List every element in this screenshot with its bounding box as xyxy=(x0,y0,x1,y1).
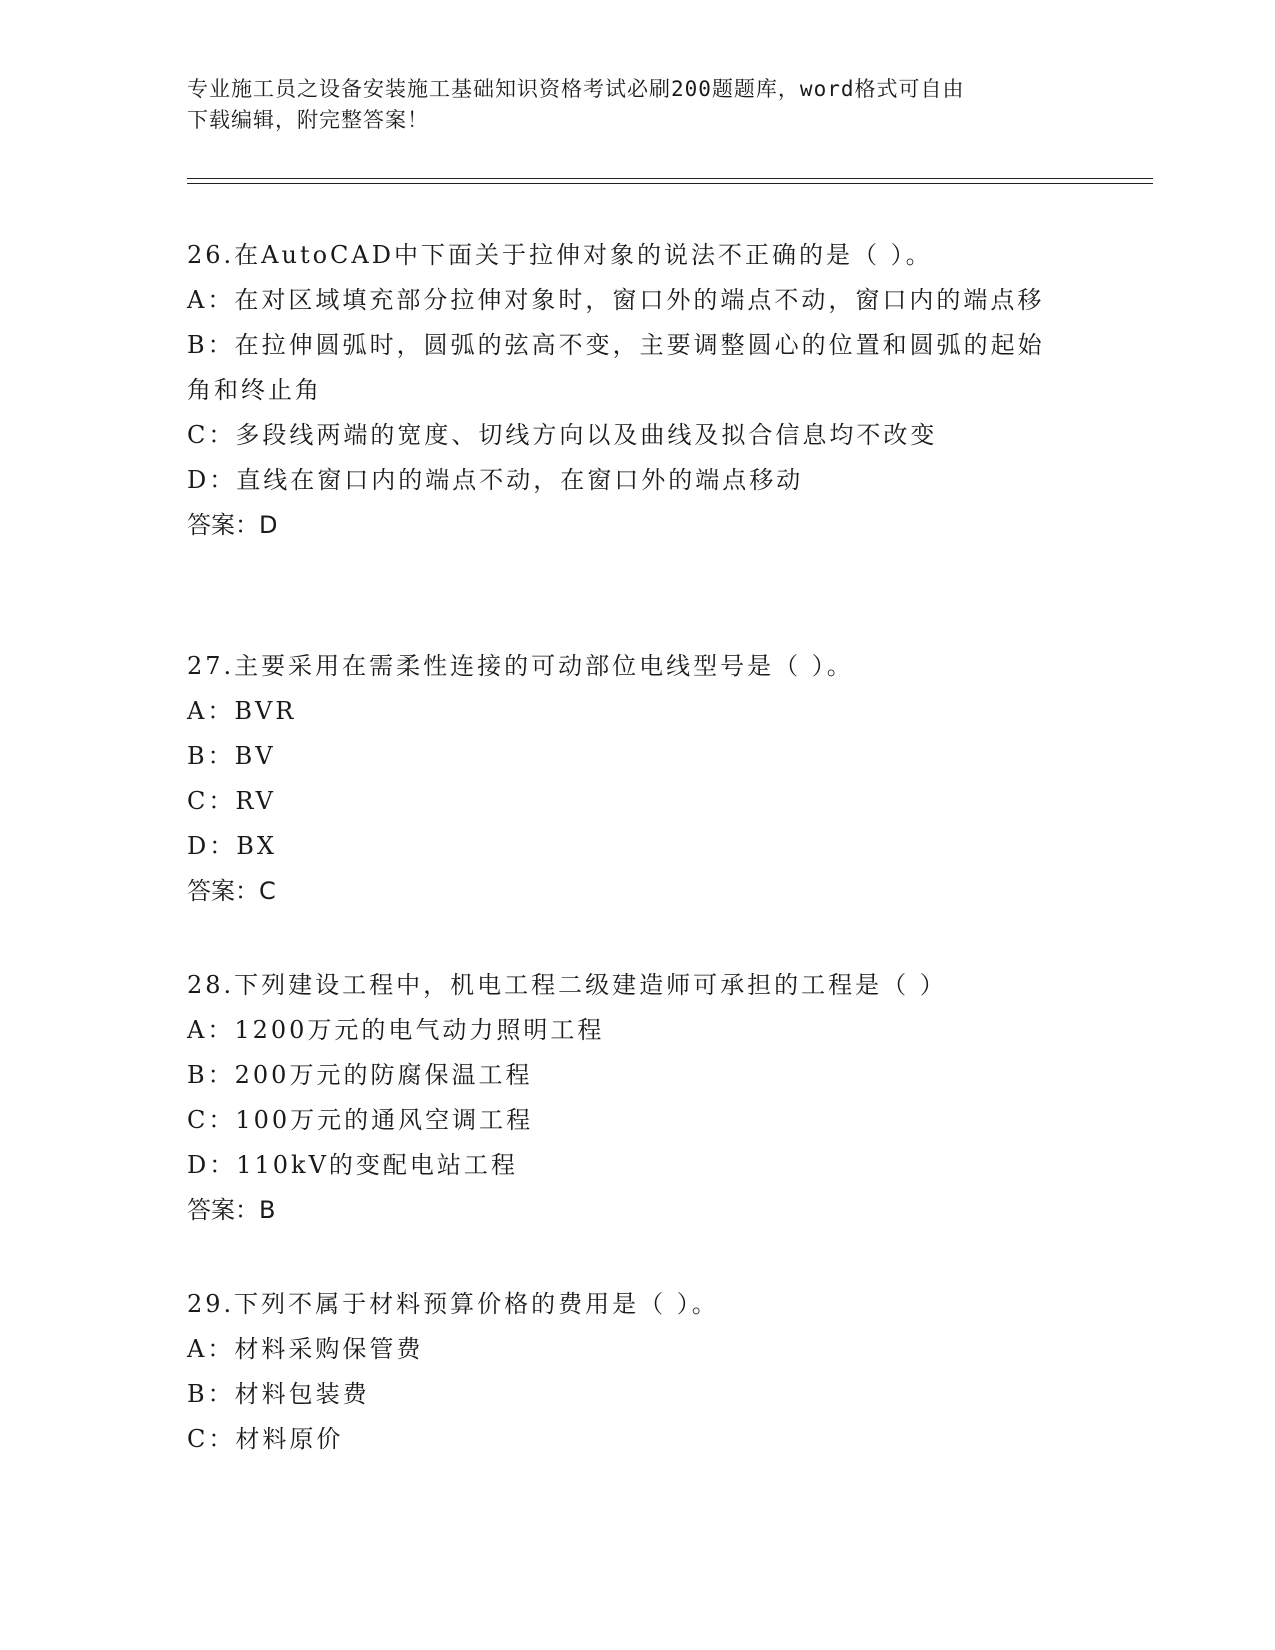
option-d: D：110kV的变配电站工程 xyxy=(187,1151,518,1179)
option-d: D：BX xyxy=(187,832,277,860)
answer: 答案：C xyxy=(187,877,276,905)
document-header xyxy=(187,74,1087,136)
option-a: A：材料采购保管费 xyxy=(187,1335,424,1363)
header-line-2: 下载编辑，附完整答案！ xyxy=(187,108,429,132)
option-b: B：200万元的防腐保温工程 xyxy=(187,1061,533,1089)
option-b: B：BV xyxy=(187,742,276,770)
option-b: B：材料包装费 xyxy=(187,1380,370,1408)
option-b: B：在拉伸圆弧时，圆弧的弦高不变，主要调整圆心的位置和圆弧的起始角和终止角 xyxy=(187,331,1045,404)
answer: 答案：D xyxy=(187,511,278,539)
question-stem: 26.在AutoCAD中下面关于拉伸对象的说法不正确的是（ ）。 xyxy=(187,241,933,269)
question-27 xyxy=(187,644,1087,914)
header-line-1: 专业施工员之设备安装施工基础知识资格考试必刷200题题库，word格式可自由 xyxy=(187,77,965,101)
header-divider-top xyxy=(187,178,1153,179)
header-divider-bottom xyxy=(187,183,1153,184)
question-stem: 29.下列不属于材料预算价格的费用是（ ）。 xyxy=(187,1290,719,1318)
option-c: C：100万元的通风空调工程 xyxy=(187,1106,534,1134)
option-c: C：RV xyxy=(187,787,276,815)
question-26 xyxy=(187,233,1087,548)
question-29 xyxy=(187,1282,1087,1462)
question-stem: 28.下列建设工程中，机电工程二级建造师可承担的工程是（ ） xyxy=(187,971,947,999)
option-a: A：BVR xyxy=(187,697,297,725)
option-a: A：在对区域填充部分拉伸对象时，窗口外的端点不动，窗口内的端点移 xyxy=(187,286,1045,314)
question-stem: 27.主要采用在需柔性连接的可动部位电线型号是（ ）。 xyxy=(187,652,854,680)
answer: 答案：B xyxy=(187,1196,276,1224)
option-a: A：1200万元的电气动力照明工程 xyxy=(187,1016,605,1044)
option-c: C：多段线两端的宽度、切线方向以及曲线及拟合信息均不改变 xyxy=(187,421,938,449)
option-c: C：材料原价 xyxy=(187,1425,344,1453)
option-d: D：直线在窗口内的端点不动，在窗口外的端点移动 xyxy=(187,466,804,494)
question-28 xyxy=(187,963,1087,1233)
